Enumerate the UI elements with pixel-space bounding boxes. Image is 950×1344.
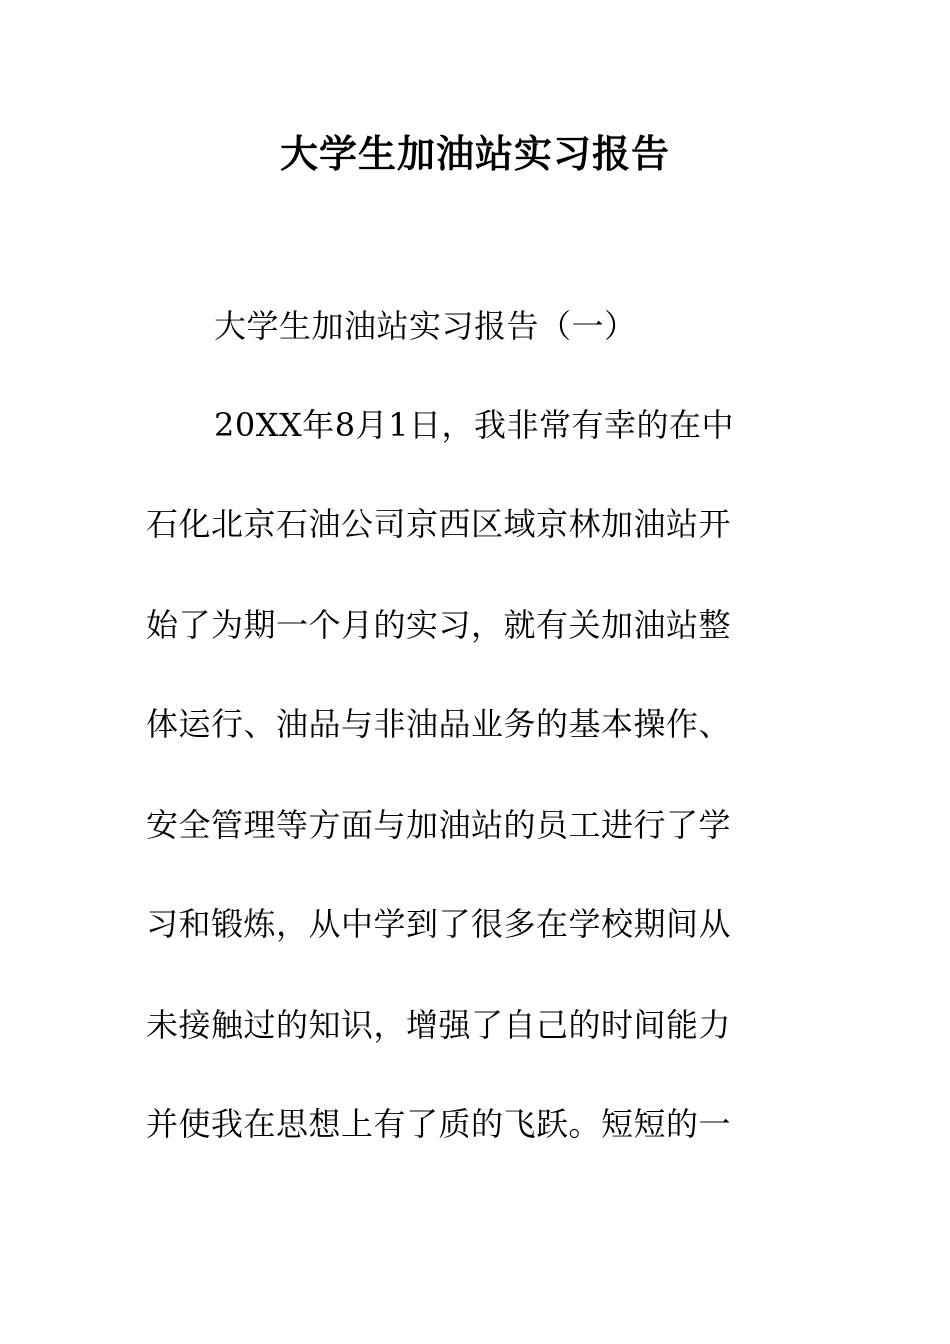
- paragraph-line: 20XX年8月1日，我非常有幸的在中: [214, 406, 735, 444]
- paragraph-line: 未接触过的知识，增强了自己的时间能力: [146, 1006, 732, 1044]
- section-heading: 大学生加油站实习报告（一）: [214, 307, 637, 345]
- paragraph-line: 石化北京石油公司京西区域京林加油站开: [146, 505, 732, 543]
- paragraph-line: 安全管理等方面与加油站的员工进行了学: [146, 806, 732, 844]
- paragraph-line: 始了为期一个月的实习，就有关加油站整: [146, 606, 732, 644]
- document-title: 大学生加油站实习报告: [279, 131, 670, 176]
- paragraph-line: 并使我在思想上有了质的飞跃。短短的一: [146, 1105, 732, 1143]
- paragraph-line: 体运行、油品与非油品业务的基本操作、: [146, 705, 732, 743]
- paragraph-line: 习和锻炼，从中学到了很多在学校期间从: [146, 905, 732, 943]
